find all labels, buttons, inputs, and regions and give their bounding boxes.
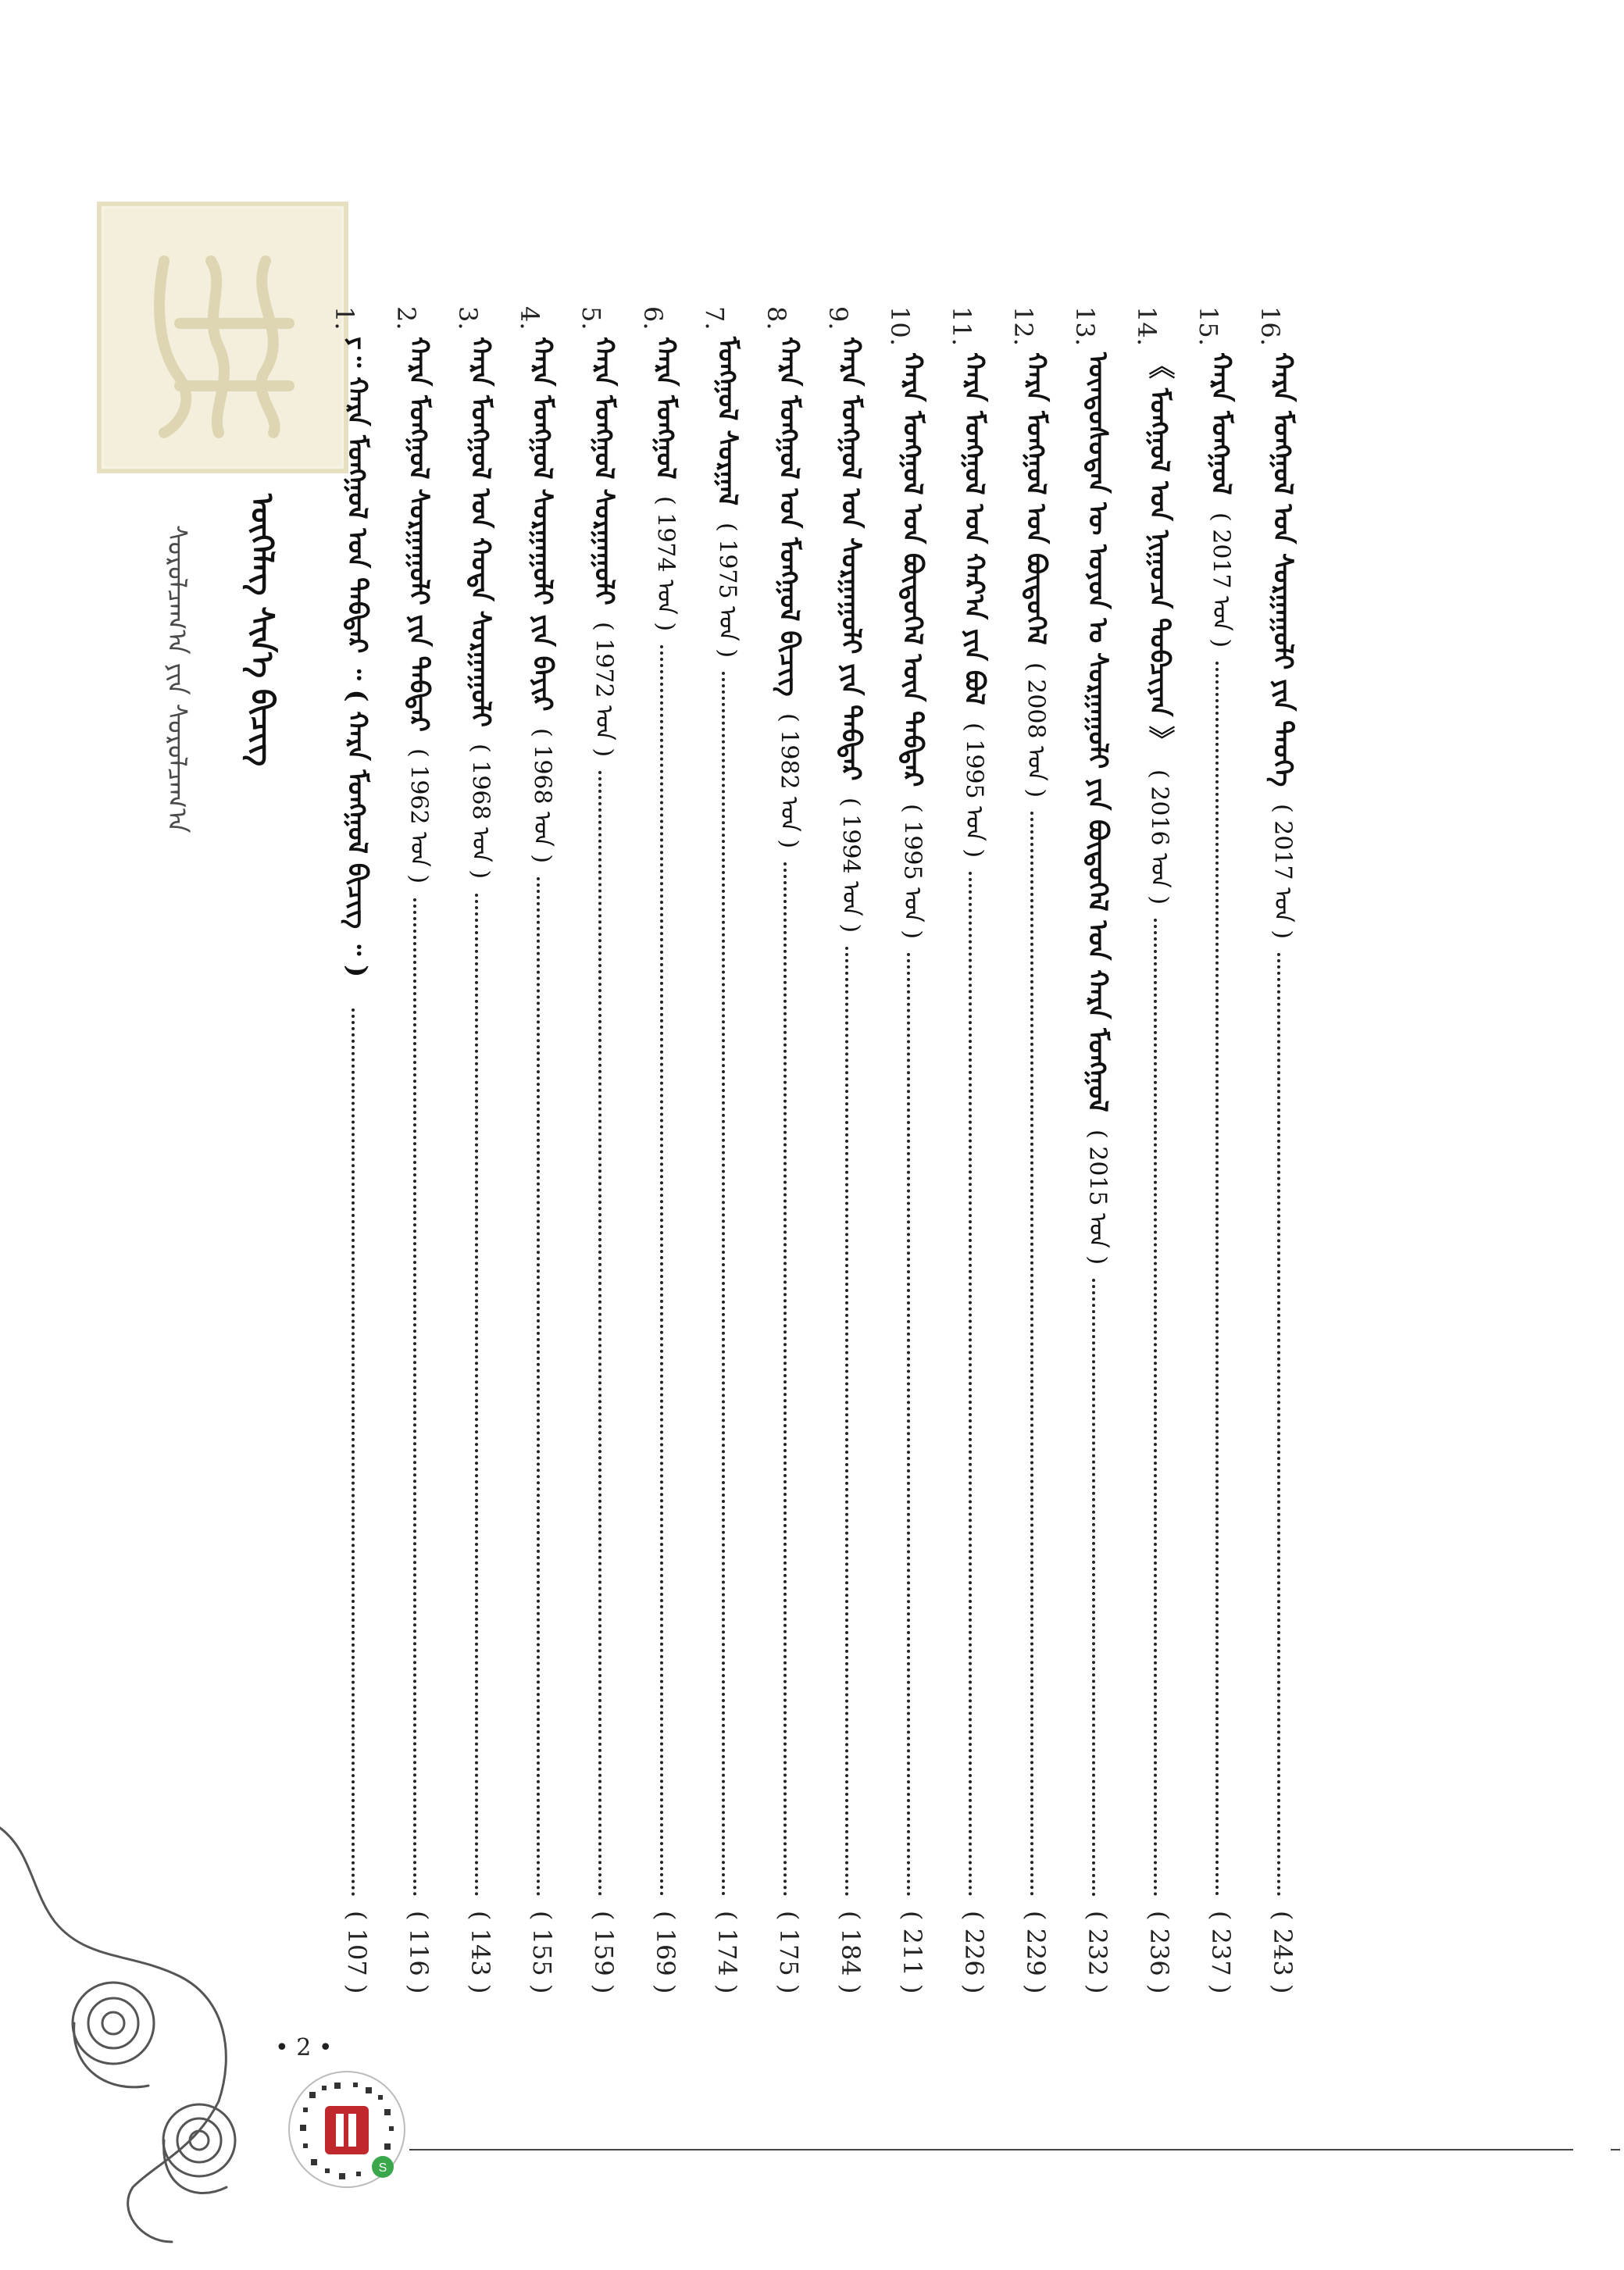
- toc-entry-page: ( 116 ): [404, 1910, 434, 1993]
- toc-entry-title: ᠬᠠᠷᠠ ᠮᠣᠩᠭᠣᠯ: [1205, 352, 1237, 495]
- toc-entry[interactable]: [330, 306, 380, 1993]
- toc-entry-title: ᠮᠣᠩᠭᠣᠯ ᠰᠤᠷᠭᠠᠯ: [712, 336, 743, 505]
- toc-entry-number: 1.: [330, 306, 359, 330]
- toc-entry[interactable]: [823, 306, 874, 1993]
- toc-entry[interactable]: [453, 306, 504, 1993]
- toc-entry-title: ᠬᠠᠷᠠ ᠮᠣᠩᠭᠣᠯ: [650, 336, 681, 480]
- toc-entry[interactable]: [1194, 306, 1244, 1993]
- toc-entry-number: 10.: [885, 306, 915, 346]
- toc-entry-page: ( 155 ): [527, 1910, 557, 1993]
- toc-dot-leader: [660, 645, 663, 1896]
- seal-glyphs: [133, 237, 320, 447]
- toc-entry-year: ( 1968 ᠣᠨ ): [466, 744, 494, 880]
- toc-entry-number: 6.: [638, 306, 668, 330]
- toc-entry-page: ( 237 ): [1206, 1910, 1236, 1993]
- toc-entry[interactable]: [638, 306, 689, 1993]
- toc-entry-number: 7.: [700, 306, 730, 330]
- toc-entry-year: ( 1995 ᠣᠨ ): [898, 804, 926, 940]
- footer-rule: [409, 2149, 1573, 2150]
- toc-entry-year: ( 1982 ᠣᠨ ): [775, 713, 803, 849]
- footer-rule-tick: [1611, 2149, 1620, 2150]
- svg-text:S: S: [378, 2161, 387, 2175]
- toc-entry[interactable]: [1255, 306, 1306, 1993]
- toc-entry-page: ( 159 ): [589, 1910, 619, 1993]
- toc-dot-leader: [413, 898, 416, 1897]
- toc-entry-page: ( 243 ): [1268, 1910, 1297, 1993]
- toc-entry-title: ᠦᠨᠳᠦᠰᠦᠲᠡᠨ ᠦ ᠣᠶᠤᠨ ᠤ ᠰᠤᠷᠭᠠᠭᠤᠯᠢ ᠶᠢᠨ ᠪᠦᠲᠦᠭᠡᠯ ᠤᠨ ᠬᠠᠷᠠ ᠮᠣᠩᠭᠣᠯ: [1082, 352, 1113, 1112]
- toc-entry-year: ( 2017 ᠣᠨ ): [1269, 804, 1297, 940]
- toc-entry-page: ( 175 ): [774, 1910, 804, 1993]
- toc-entry-page: ( 229 ): [1021, 1910, 1051, 1993]
- toc-entry-number: 12.: [1008, 306, 1038, 346]
- toc-entry-number: 8.: [762, 306, 791, 330]
- toc-entry-title: ᠬᠠᠷᠠ ᠮᠣᠩᠭᠣᠯ ᠤᠨ ᠰᠤᠷᠭᠠᠭᠤᠯᠢ ᠶᠢᠨ ᠳᠡᠪᠲᠡᠷ: [835, 336, 866, 781]
- toc-entry-page: ( 174 ): [712, 1910, 742, 1993]
- toc-entry-number: 2.: [391, 306, 421, 330]
- toc-entry-title: ᠬᠠᠷᠠ ᠮᠣᠩᠭᠣᠯ ᠤᠨ ᠪᠦᠲᠦᠭᠡᠯ ᠦᠨ ᠳᠡᠪᠲᠡᠷ: [897, 352, 928, 787]
- toc-dot-leader: [1215, 662, 1219, 1897]
- toc-entry[interactable]: [391, 306, 442, 1993]
- toc-entry-title: ᠶ᠃ ᠬᠠᠷᠠ ᠮᠣᠩᠭᠣᠯ ᠤᠨ ᠳᠡᠪᠲᠡᠷ ᠃ ( ᠬᠠᠷᠠ ᠮᠣᠩᠭᠣᠯ ᠪᠢᠴᠢᠭ ᠃ ): [341, 336, 373, 977]
- toc-entry-year: ( 1972 ᠣᠨ ): [590, 622, 618, 758]
- toc-dot-leader: [1092, 1279, 1095, 1897]
- chapter-title: ᠦᠭᠡᠯᠡᠭ ᠰᠢᠨ᠎ᠡ ᠪᠢᠴᠢᠭ: [244, 494, 280, 767]
- toc-entry[interactable]: [947, 306, 998, 1993]
- toc-dot-leader: [969, 872, 972, 1897]
- toc-entry-number: 3.: [453, 306, 483, 330]
- toc-dot-leader: [783, 862, 787, 1896]
- qr-code-badge-icon[interactable]: [286, 2068, 408, 2190]
- toc-entry[interactable]: [515, 306, 566, 1993]
- toc-entry-year: ( 1995 ᠣᠨ ): [960, 722, 988, 858]
- toc-dot-leader: [352, 1008, 355, 1897]
- toc-entry-title: ᠬᠠᠷᠠ ᠮᠣᠩᠭᠣᠯ ᠤᠨ ᠬᠣᠲᠠ ᠰᠤᠷᠭᠠᠭᠤᠯᠢ: [465, 336, 496, 727]
- toc-dot-leader: [598, 771, 601, 1896]
- toc-entry-page: ( 107 ): [342, 1910, 372, 1993]
- toc-dot-leader: [1030, 812, 1033, 1897]
- toc-entry-year: ( 1968 ᠣᠨ ): [528, 728, 556, 864]
- toc-entry-page: ( 226 ): [959, 1910, 989, 1993]
- toc-entry-year: ( 2016 ᠣᠨ ): [1145, 769, 1173, 905]
- toc-entry-title: 《 ᠮᠣᠩᠭᠣᠯ ᠤᠨ ᠨᠢᠭᠤᠴᠠ ᠲᠣᠪᠴᠢᠶᠠᠨ 》: [1144, 352, 1175, 753]
- toc-entry-number: 4.: [515, 306, 544, 330]
- toc-entry-number: 9.: [823, 306, 853, 330]
- toc-entry[interactable]: [1132, 306, 1183, 1993]
- toc-entry[interactable]: [576, 306, 627, 1993]
- toc-entry-year: ( 2015 ᠣᠨ ): [1083, 1129, 1112, 1265]
- toc-dot-leader: [845, 947, 848, 1896]
- toc-entry-year: ( 1974 ᠣᠨ ): [651, 496, 680, 632]
- toc-entry-number: 5.: [576, 306, 606, 330]
- toc-entry-year: ( 2017 ᠣᠨ ): [1207, 512, 1235, 648]
- toc-entry-title: ᠬᠠᠷᠠ ᠮᠣᠩᠭᠣᠯ ᠤᠨ ᠮᠣᠩᠭᠣᠯ ᠪᠢᠴᠢᠭ: [773, 336, 805, 697]
- toc-entry-number: 13.: [1070, 306, 1100, 346]
- toc-dot-leader: [1277, 953, 1280, 1896]
- toc-entry-number: 14.: [1132, 306, 1162, 346]
- toc-entry-title: ᠬᠠᠷᠠ ᠮᠣᠩᠭᠣᠯ ᠤᠨ ᠪᠦᠲᠦᠭᠡᠯ: [1020, 352, 1051, 645]
- toc-entry[interactable]: [1008, 306, 1059, 1993]
- toc-dot-leader: [907, 953, 910, 1896]
- toc-dot-leader: [1154, 919, 1157, 1896]
- toc-entry-page: ( 143 ): [466, 1910, 495, 1993]
- toc-entry-year: ( 1975 ᠣᠨ ): [713, 522, 741, 658]
- toc-entry-page: ( 236 ): [1144, 1910, 1174, 1993]
- toc-entry-title: ᠬᠠᠷᠠ ᠮᠣᠩᠭᠣᠯ ᠤᠨ ᠰᠤᠷᠭᠠᠭᠤᠯᠢ ᠶᠢᠨ ᠲᠡᠦᠬᠡ: [1267, 352, 1298, 787]
- toc-entry-number: 15.: [1194, 306, 1223, 346]
- toc-entry-page: ( 232 ): [1083, 1910, 1112, 1993]
- toc-entry-number: 16.: [1255, 306, 1285, 346]
- toc-entry[interactable]: [1070, 306, 1121, 1993]
- toc-entry[interactable]: [762, 306, 812, 1993]
- toc-entry-number: 11.: [947, 306, 976, 346]
- toc-entry-year: ( 1994 ᠣᠨ ): [837, 798, 865, 933]
- seal-stamp-icon: [97, 202, 348, 473]
- toc-entry-title: ᠬᠠᠷᠠ ᠮᠣᠩᠭᠣᠯ ᠰᠤᠷᠭᠠᠭᠤᠯᠢ ᠶᠢᠨ ᠪᠠᠶᠢᠷ: [526, 336, 558, 712]
- toc-entry-title: ᠬᠠᠷᠠ ᠮᠣᠩᠭᠣᠯ ᠰᠤᠷᠭᠠᠭᠤᠯᠢ ᠶᠢᠨ ᠳᠡᠪᠲᠡᠷ: [403, 336, 434, 732]
- toc-entry-title: ᠬᠠᠷᠠ ᠮᠣᠩᠭᠣᠯ ᠤᠨ ᠬᠠᠷ᠎ᠠ ᠶᠢᠨ ᠪᠣᠯ: [958, 352, 990, 705]
- toc-entry-page: ( 169 ): [651, 1910, 680, 1993]
- toc-entry[interactable]: [885, 306, 936, 1993]
- toc-entry-page: ( 184 ): [836, 1910, 866, 1993]
- toc-entry[interactable]: [700, 306, 751, 1993]
- toc-dot-leader: [537, 877, 540, 1896]
- toc-entry-year: ( 1962 ᠣᠨ ): [405, 748, 433, 884]
- chapter-subtitle: ᠰᠤᠷᠤᠯᠴᠠᠭ᠎ᠠ ᠶᠢᠨ ᠰᠤᠷᠤᠯᠴᠠᠭ᠎ᠠ: [161, 525, 192, 833]
- page-number: • 2 •: [275, 2034, 333, 2061]
- cloud-scroll-ornament-icon: [0, 1820, 281, 2258]
- toc-dot-leader: [722, 672, 725, 1897]
- toc-entry-year: ( 2008 ᠣᠨ ): [1022, 662, 1050, 798]
- toc-entry-page: ( 211 ): [898, 1910, 927, 1993]
- toc-entry-title: ᠬᠠᠷᠠ ᠮᠣᠩᠭᠣᠯ ᠰᠤᠷᠭᠠᠭᠤᠯᠢ: [588, 336, 619, 605]
- toc-dot-leader: [475, 894, 478, 1897]
